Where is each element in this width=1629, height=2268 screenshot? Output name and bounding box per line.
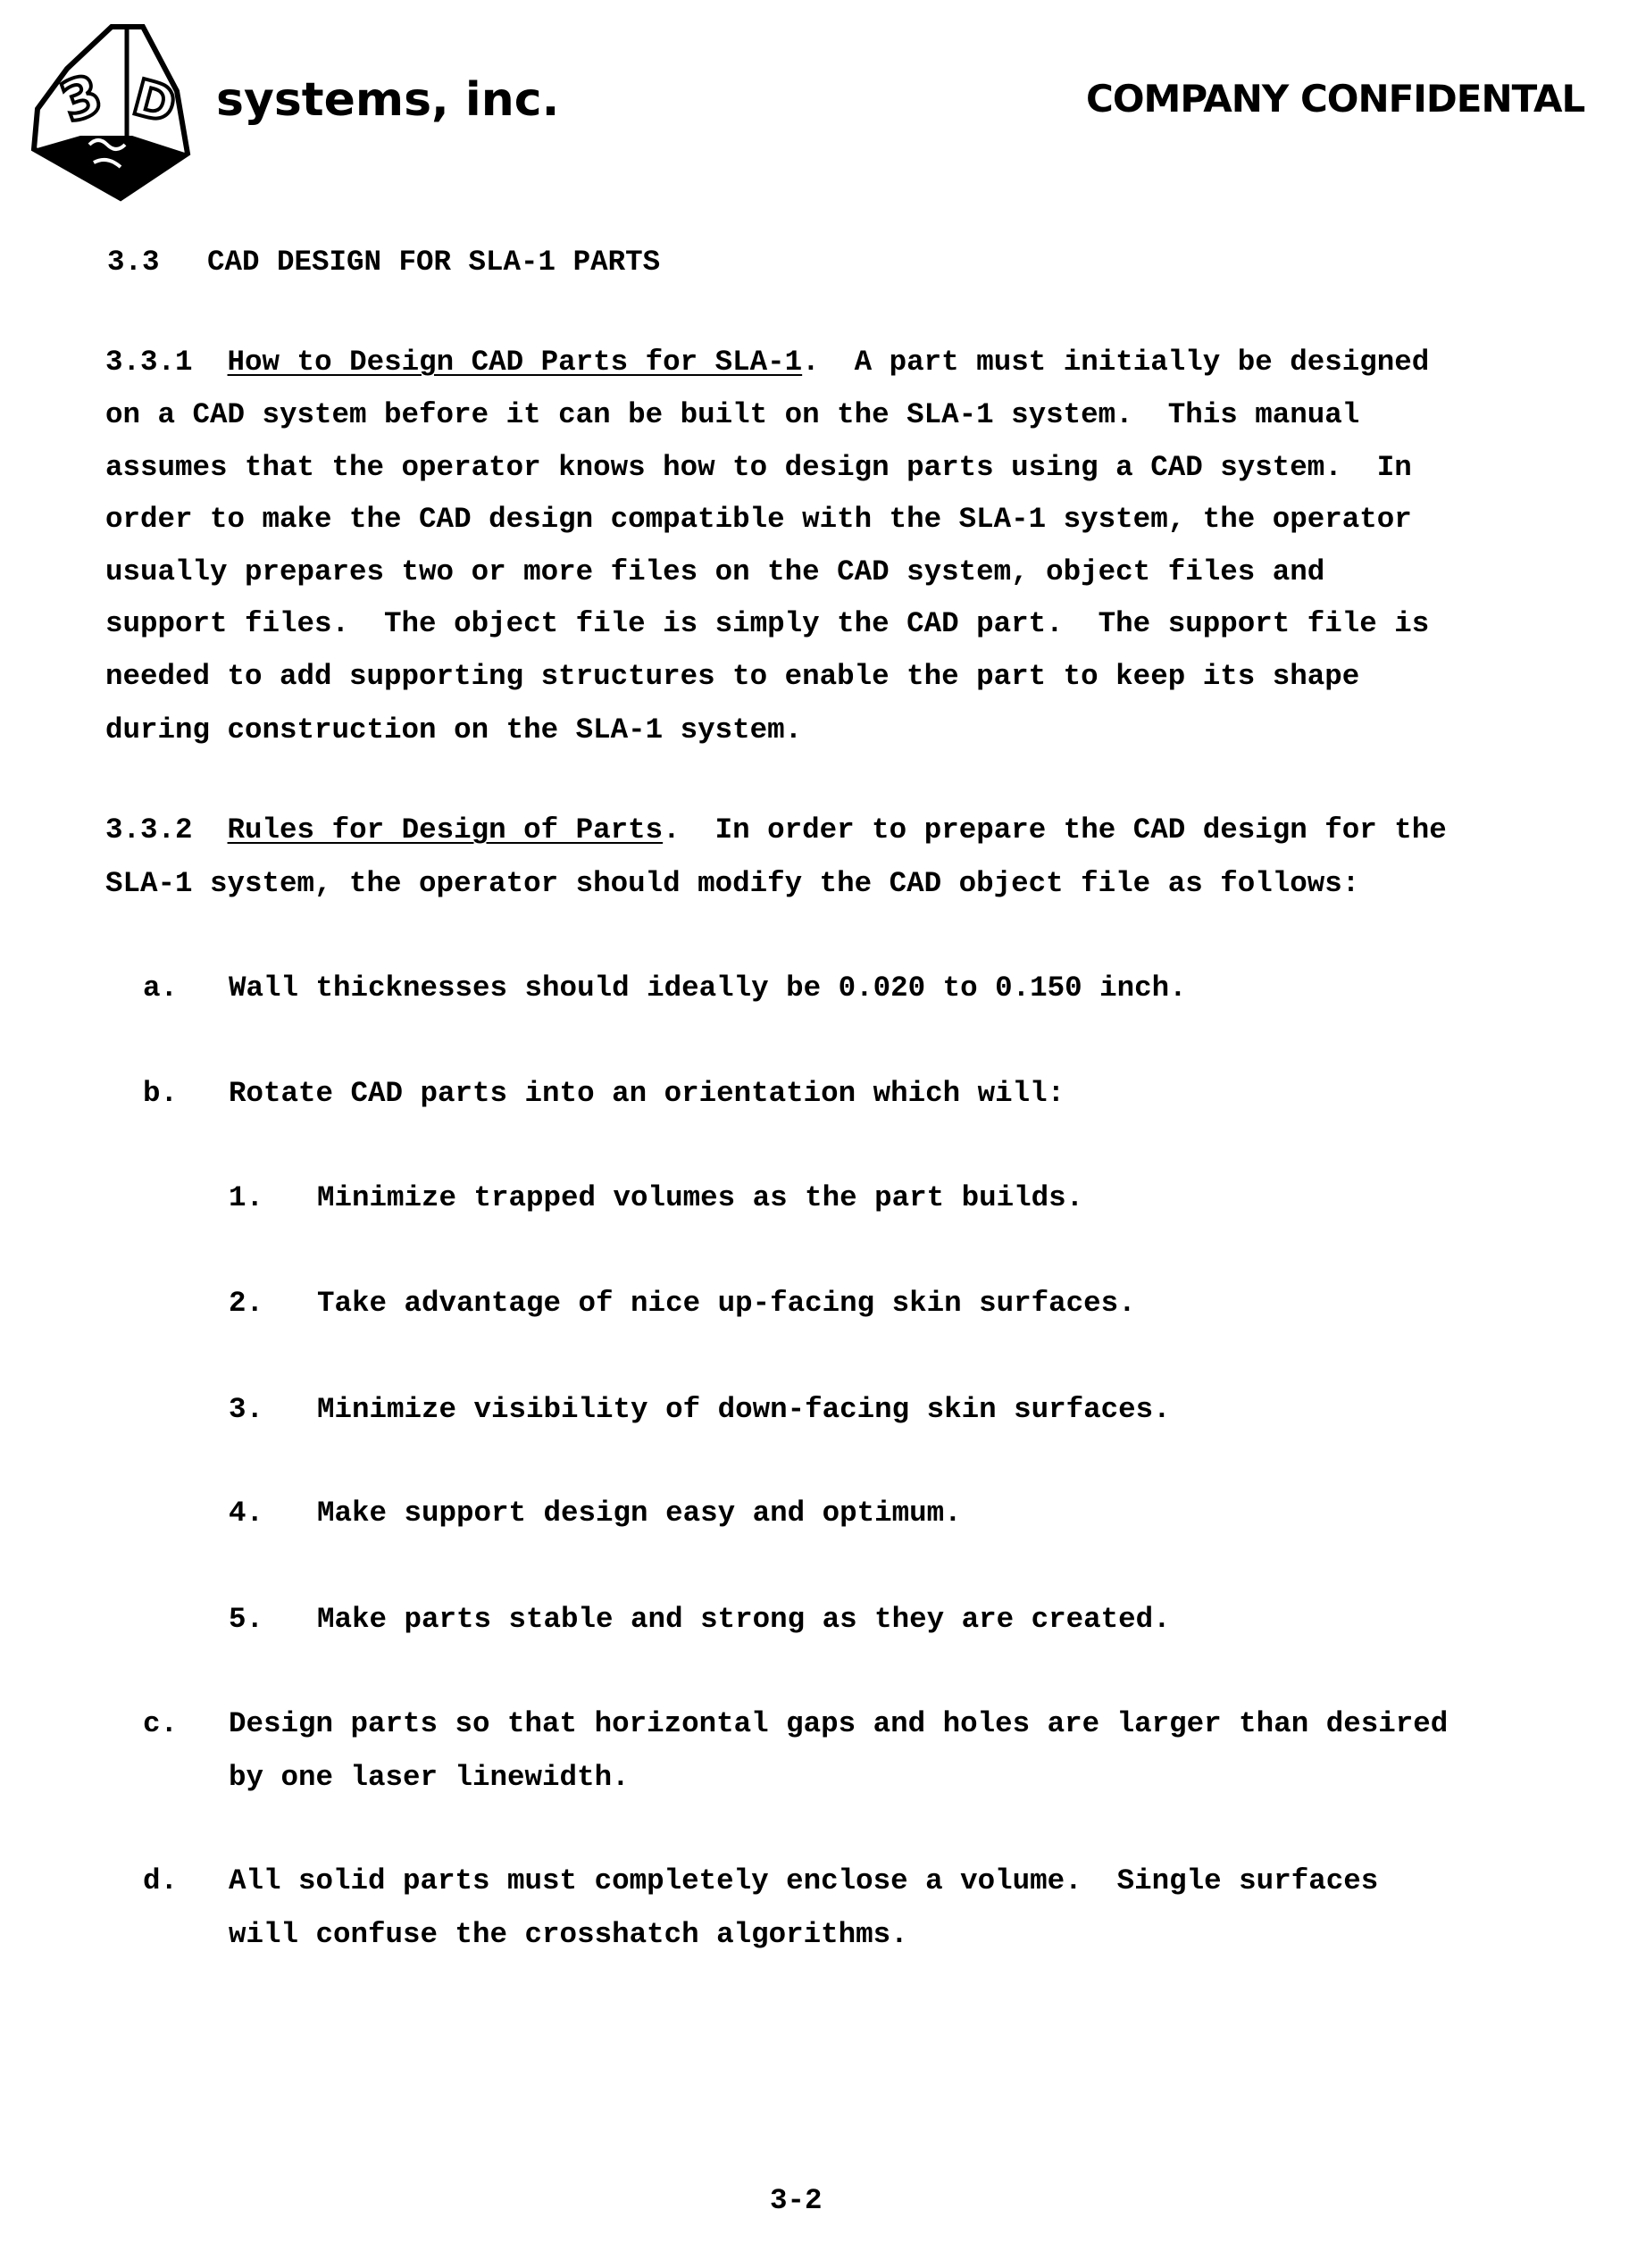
paragraph-line: order to make the CAD design compatible with the SLA-1 system, the operator — [105, 505, 1412, 535]
subsection-number: 3.3.2 — [105, 813, 193, 846]
paragraph-line: SLA-1 system, the operator should modify the CAD object file as follows: — [105, 870, 1359, 899]
paragraph-line: during construction on the SLA-1 system. — [105, 716, 802, 746]
list-item-text: Wall thicknesses should ideally be 0.020 to 0.150 inch. — [229, 974, 1187, 1004]
sub-item-text: Make support design easy and optimum. — [317, 1499, 962, 1529]
list-item-text: Design parts so that horizontal gaps and holes are larger than desired — [229, 1710, 1448, 1739]
list-item-text: All solid parts must completely enclose a volume. Single surfaces — [229, 1867, 1378, 1897]
list-item-text: Rotate CAD parts into an orientation which will: — [229, 1080, 1065, 1109]
sub-item-text: Minimize visibility of down-facing skin surfaces. — [317, 1396, 1171, 1425]
paragraph-3-3-1-first-line — [105, 348, 1429, 378]
subsection-heading: Rules for Design of Parts — [228, 813, 664, 846]
sub-item-label: 2. — [229, 1289, 263, 1319]
sub-item-label: 4. — [229, 1499, 263, 1529]
list-item-label: b. — [143, 1080, 178, 1109]
paragraph-line: support files. The object file is simply the CAD part. The support file is — [105, 610, 1429, 639]
svg-text:D: D — [127, 69, 182, 136]
company-logo — [27, 20, 214, 203]
paragraph-text: . A part must initially be designed — [802, 346, 1429, 379]
paragraph-3-3-2-first-line — [105, 816, 1447, 846]
subsection-heading: How to Design CAD Parts for SLA-1 — [228, 346, 803, 379]
sub-item-text: Take advantage of nice up-facing skin surfaces. — [317, 1289, 1136, 1319]
paragraph-line: usually prepares two or more files on the CAD system, object files and — [105, 558, 1324, 588]
confidential-label: COMPANY CONFIDENTAL — [1086, 77, 1584, 121]
sub-item-label: 3. — [229, 1396, 263, 1425]
3d-cube-logo-icon — [27, 20, 214, 203]
sub-item-label: 1. — [229, 1184, 263, 1213]
paragraph-line: on a CAD system before it can be built on the SLA-1 system. This manual — [105, 401, 1359, 430]
sub-item-text: Make parts stable and strong as they are created. — [317, 1605, 1171, 1635]
paragraph-line: assumes that the operator knows how to design parts using a CAD system. In — [105, 454, 1412, 483]
list-item-text: will confuse the crosshatch algorithms. — [229, 1921, 908, 1950]
sub-item-label: 5. — [229, 1605, 263, 1635]
section-title: CAD DESIGN FOR SLA-1 PARTS — [207, 248, 660, 278]
list-item-label: a. — [143, 974, 178, 1004]
paragraph-line: needed to add supporting structures to enable the part to keep its shape — [105, 663, 1359, 692]
page-number: 3-2 — [770, 2187, 823, 2216]
company-name: systems, inc. — [216, 73, 559, 127]
svg-text:3: 3 — [52, 61, 111, 135]
paragraph-text: . In order to prepare the CAD design for the — [663, 813, 1447, 846]
subsection-number: 3.3.1 — [105, 346, 193, 379]
list-item-label: d. — [143, 1867, 178, 1897]
section-number: 3.3 — [107, 248, 160, 278]
sub-item-text: Minimize trapped volumes as the part builds. — [317, 1184, 1083, 1213]
list-item-text: by one laser linewidth. — [229, 1764, 630, 1793]
list-item-label: c. — [143, 1710, 178, 1739]
